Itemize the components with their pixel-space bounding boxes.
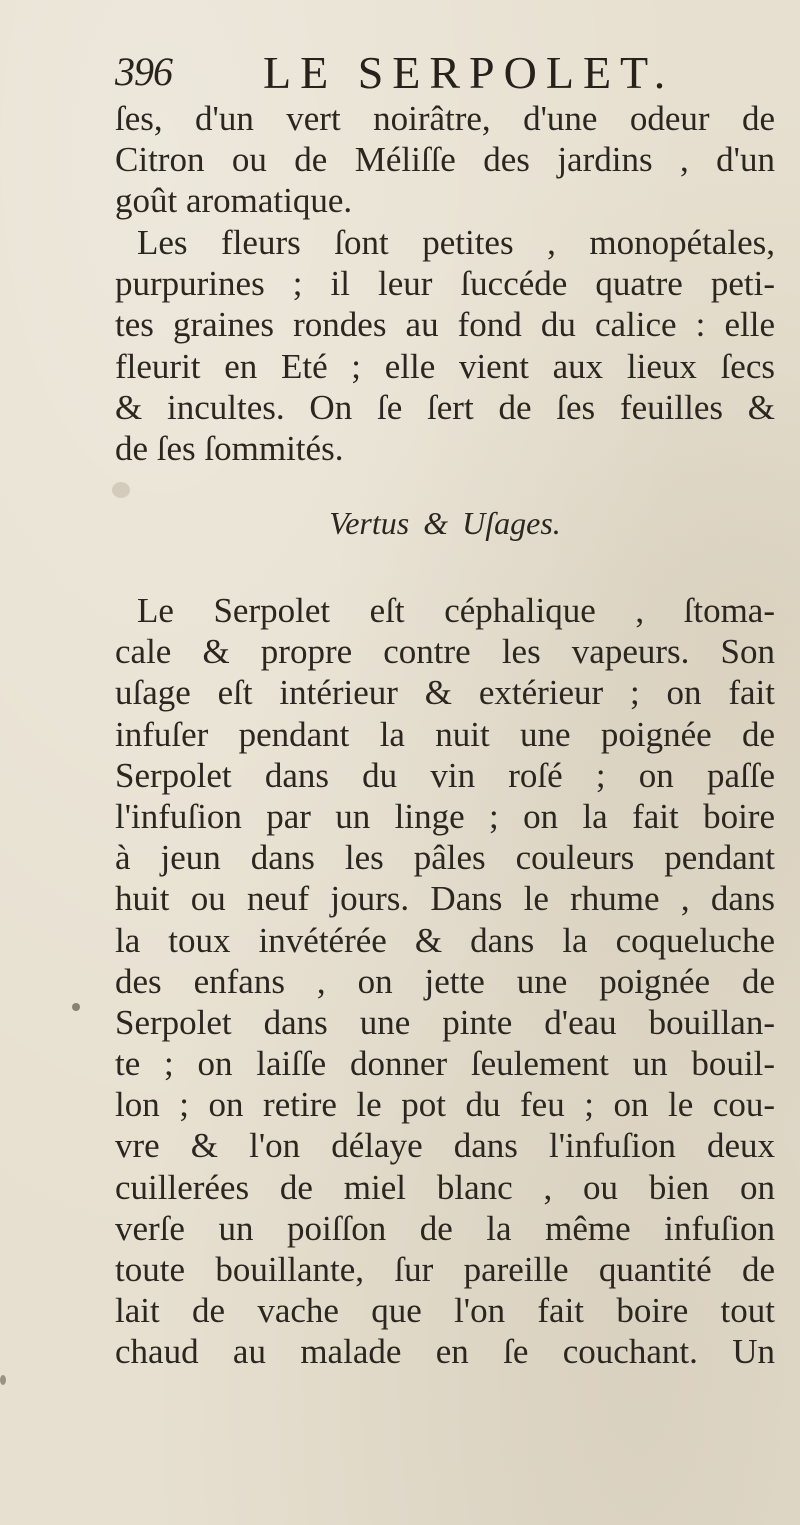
page-header xyxy=(115,40,775,96)
text-line: goût aromatique. xyxy=(115,181,353,221)
text-line: ſes, d'un vert noirâtre, d'une odeur de xyxy=(115,99,775,138)
text-line: de ſes ſommités. xyxy=(115,428,344,468)
paragraph-flowers xyxy=(115,222,775,469)
text-line: Citron ou de Méliſſe des jardins , d'un xyxy=(115,140,775,180)
text-line: lait de vache que l'on fait boire tout xyxy=(115,1291,775,1331)
text-line: cuillerées de miel blanc , ou bien on xyxy=(115,1167,775,1207)
text-line: purpurines ; il leur ſuccéde quatre peti- xyxy=(115,264,775,304)
ink-speck xyxy=(72,1003,80,1011)
text-line: Serpolet dans une pinte d'eau bouillan- xyxy=(115,1002,775,1042)
running-head: LE SERPOLET. xyxy=(263,47,675,98)
text-line: lon ; on retire le pot du feu ; on le cou- xyxy=(115,1085,775,1125)
text-line: l'infuſion par un linge ; on la fait boire xyxy=(115,796,775,836)
text-line: la toux invétérée & dans la coqueluche xyxy=(115,920,775,960)
section-heading: Vertus & Uſages. xyxy=(329,505,561,541)
text-line: fleurit en Eté ; elle vient aux lieux ſecs xyxy=(115,346,775,386)
text-line: uſage eſt intérieur & extérieur ; on fait xyxy=(115,673,775,713)
text-line: des enfans , on jette une poignée de xyxy=(115,961,775,1001)
text-line: Serpolet dans du vin roſé ; on paſſe xyxy=(115,755,775,795)
text-line: cale & propre contre les vapeurs. Son xyxy=(115,632,775,672)
paragraph-virtues xyxy=(115,590,775,1373)
text-line: à jeun dans les pâles couleurs pendant xyxy=(115,838,775,878)
ink-speck xyxy=(0,1375,6,1385)
text-line: toute bouillante, ſur pareille quantité de xyxy=(115,1250,775,1289)
paper-stain xyxy=(112,482,130,498)
text-line: vre & l'on délaye dans l'infuſion deux xyxy=(115,1126,775,1166)
text-line: Le Serpolet eſt céphalique , ſtoma- xyxy=(137,591,775,630)
text-line: chaud au malade en ſe couchant. Un xyxy=(115,1332,775,1372)
text-line: & incultes. On ſe ſert de ſes feuilles & xyxy=(115,387,775,427)
text-line: Les fleurs ſont petites , monopétales, xyxy=(137,223,775,262)
text-line: infuſer pendant la nuit une poignée de xyxy=(115,714,775,754)
text-line: verſe un poiſſon de la même infuſion xyxy=(115,1208,775,1248)
text-line: huit ou neuf jours. Dans le rhume , dans xyxy=(115,879,775,919)
text-line: te ; on laiſſe donner ſeulement un bouil- xyxy=(115,1044,775,1084)
paragraph-continuation xyxy=(115,98,775,222)
text-line: tes graines rondes au fond du calice : elle xyxy=(115,305,775,345)
page-number: 396 xyxy=(115,49,172,94)
